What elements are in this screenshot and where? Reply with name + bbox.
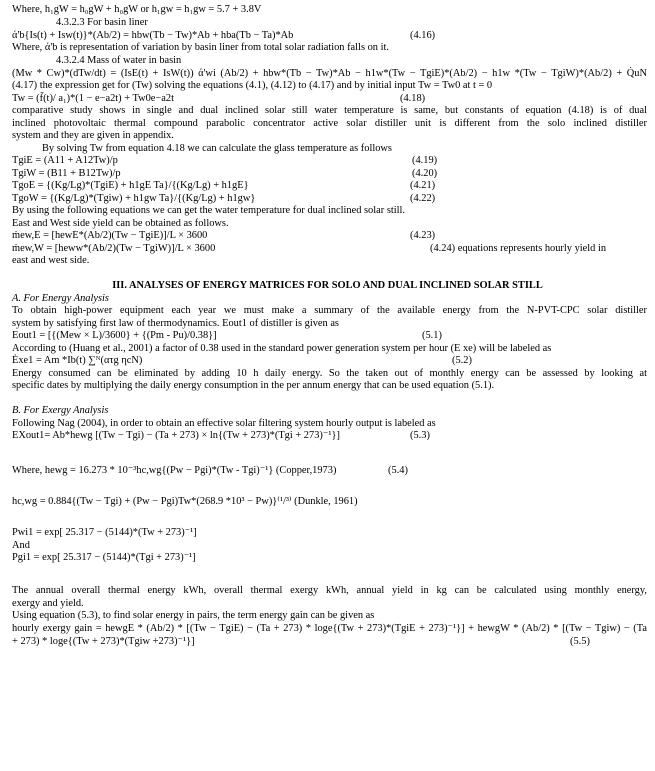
text-line bbox=[12, 355, 647, 367]
text-line bbox=[12, 68, 647, 80]
line-text: Using equation (5.3), to find solar energy in pairs, the term energy gain can be given as bbox=[12, 610, 375, 621]
line-text: hc,wg = 0.884{(Tw − Tgi) + (Pw − Pgi)Tw*(268.9 *10³ − Pw)}⁽¹/³⁾ (Dunkle, 1961) bbox=[12, 496, 358, 507]
line-text: Eout1 = [{(Mew × L)/3600} + {(Pm - Pu)/0.38}] bbox=[12, 330, 217, 341]
text-line bbox=[12, 540, 647, 552]
text-line bbox=[12, 42, 647, 54]
text-line bbox=[12, 93, 647, 105]
text-line bbox=[12, 465, 647, 477]
text-line bbox=[12, 118, 647, 130]
text-line bbox=[12, 343, 647, 355]
line-text: A. For Energy Analysis bbox=[12, 293, 109, 304]
equation-number: (4.21) bbox=[410, 180, 436, 191]
equation-number: (5.5) bbox=[570, 636, 590, 647]
line-text: inclined photovoltaic thermal compound parabolic concentrator active solar distiller unit is different from the solo inclined distiller bbox=[12, 118, 647, 129]
text-line bbox=[12, 610, 647, 622]
equation-number: (5.1) bbox=[422, 330, 442, 341]
line-text: ά'b{Is(t) + Isw(t)}*(Ab/2) = hbw(Tb − Tw)*Ab + hba(Tb − Ta)*Ab bbox=[12, 30, 294, 41]
text-line bbox=[56, 55, 647, 67]
text-line bbox=[12, 368, 647, 380]
text-line bbox=[12, 255, 647, 267]
line-text: (Mw * Cw)*(dTw/dt) = (IsE(t) + IsW(t)) ά'wi (Ab/2) + hbw*(Tb − Tw)*Ab − h1w*(Tw − TgiE)*(Ab/2) − h1w *(Tw − TgiW)*(Ab/2) + Q̇uN bbox=[12, 68, 647, 79]
equation-number: (4.24) equations represents hourly yield in bbox=[430, 243, 607, 254]
line-text: Pwi1 = exp[ 25.317 − (5144)*(Tw + 273)⁻¹] bbox=[12, 527, 197, 538]
equation-number: (5.4) bbox=[388, 465, 408, 476]
text-line bbox=[12, 230, 647, 242]
text-line bbox=[12, 155, 647, 167]
text-line bbox=[12, 130, 647, 142]
section-heading: III. ANALYSES OF ENERGY MATRICES FOR SOLO AND DUAL INCLINED SOLAR STILL bbox=[112, 280, 543, 291]
line-text: Ėxe1 = Am *Ib(t) ∑ᴺ(ατg ηcN) bbox=[12, 355, 143, 366]
line-text: Where, hewg = 16.273 * 10⁻³hc,wg{(Pw − Pgi)*(Tw - Tgi)⁻¹} (Copper,1973) bbox=[12, 465, 337, 476]
line-text: 4.3.2.4 Mass of water in basin bbox=[56, 55, 182, 66]
line-text: B. For Exergy Analysis bbox=[12, 405, 109, 416]
line-text: EXout1= Ab*hewg [(Tw − Tgi) − (Ta + 273) × ln{(Tw + 273)*(Tgi + 273)⁻¹}] bbox=[12, 430, 340, 441]
line-text: By using the following equations we can get the water temperature for dual inclined solar still. bbox=[12, 205, 406, 216]
line-text: TgoE = {(Kg/Lg)*(TgiE) + h1gE Ta}/{(Kg/Lg) + h1gE} bbox=[12, 180, 249, 191]
text-line bbox=[12, 330, 647, 342]
equation-number: (4.20) bbox=[412, 168, 438, 179]
line-text: specific dates by multiplying the daily energy consumption in the per annum energy that can be used equation (5.1). bbox=[12, 380, 495, 391]
text-line bbox=[12, 496, 647, 508]
line-text: East and West side yield can be obtained as follows. bbox=[12, 218, 229, 229]
text-line bbox=[12, 623, 647, 635]
text-line bbox=[12, 293, 647, 305]
equation-number: (5.2) bbox=[452, 355, 472, 366]
equation-number: (4.23) bbox=[410, 230, 436, 241]
text-line bbox=[12, 527, 647, 539]
line-text: 4.3.2.3 For basin liner bbox=[56, 17, 148, 28]
equation-number: (4.19) bbox=[412, 155, 438, 166]
line-text: To obtain high-power equipment each year we must make a summary of the available energy from the N-PVT-CPC solar distiller bbox=[12, 305, 647, 316]
line-text: comparative study shows in single and dual inclined solar still water temperature is same, but constants of equation (4.18) is of dual bbox=[12, 105, 647, 116]
equation-number: (4.18) bbox=[400, 93, 426, 104]
text-line bbox=[12, 430, 647, 442]
line-text: (4.17) the expression get for (Tw) solving the equations (4.1), (4.12) to (4.17) and by initial input Tw = Tw0 at t = 0 bbox=[12, 80, 493, 91]
line-text: Where, h₁gW = h₀gW + h₀gW or h₁gw = h₁gw = 5.7 + 3.8V bbox=[12, 4, 262, 15]
line-text: The annual overall thermal energy kWh, overall thermal exergy kWh, annual yield in kg can be calculated using monthly energy, bbox=[12, 585, 647, 596]
text-line bbox=[12, 4, 647, 16]
line-text: And bbox=[12, 540, 30, 551]
line-text: system and they are given in appendix. bbox=[12, 130, 174, 141]
text-line bbox=[12, 105, 647, 117]
line-text: TgiE = (A11 + A12Tw)/p bbox=[12, 155, 118, 166]
line-text: TgiW = (B11 + B12Tw)/p bbox=[12, 168, 121, 179]
text-line bbox=[12, 636, 647, 648]
text-line bbox=[12, 418, 647, 430]
text-line bbox=[12, 205, 647, 217]
text-line bbox=[12, 193, 647, 205]
equation-number: (4.22) bbox=[410, 193, 436, 204]
text-line bbox=[12, 218, 647, 230]
text-line bbox=[12, 585, 647, 597]
line-text: Energy consumed can be eliminated by adding 10 h daily energy. So the taken out of monthly energy can be assessed by looking at bbox=[12, 368, 647, 379]
text-line bbox=[12, 598, 647, 610]
line-text: east and west side. bbox=[12, 255, 90, 266]
text-line bbox=[12, 318, 647, 330]
text-line bbox=[12, 168, 647, 180]
text-line bbox=[12, 30, 647, 42]
line-text: ṁew,W = [heww*(Ab/2)(Tw − TgiW)]/L × 3600 bbox=[12, 243, 216, 254]
line-text: hourly exergy gain = hewgE * (Ab/2) * [(Tw − TgiE) − (Ta + 273) * loge{(Tw + 273)*(TgiE + 273)⁻¹}] + hewgW * (Ab/2) * [(Tw − Tgiw) − (Ta bbox=[12, 623, 647, 634]
text-line bbox=[56, 17, 647, 29]
text-line bbox=[12, 305, 647, 317]
text-line bbox=[12, 405, 647, 417]
text-line bbox=[42, 143, 647, 155]
line-text: According to (Huang et al., 2001) a factor of 0.38 used in the standard power generation system per hour (E xe) will be labeled as bbox=[12, 343, 552, 354]
line-text: Where, ά'b is representation of variation by basin liner from total solar radiation falls on it. bbox=[12, 42, 389, 53]
line-text: Tw = (f̄(t)/ a₁)*(1 − e−a2t) + Tw0e−a2t bbox=[12, 93, 174, 104]
equation-number: (4.16) bbox=[410, 30, 436, 41]
line-text: TgoW = {(Kg/Lg)*(Tgiw) + h1gw Ta}/{(Kg/Lg) + h1gw} bbox=[12, 193, 256, 204]
text-line bbox=[12, 180, 647, 192]
text-line bbox=[12, 243, 647, 255]
text-line bbox=[12, 552, 647, 564]
line-text: Pgi1 = exp[ 25.317 − (5144)*(Tgi + 273)⁻¹] bbox=[12, 552, 196, 563]
text-line bbox=[12, 380, 647, 392]
line-text: ṁew,E = [hewE*(Ab/2)(Tw − TgiE)]/L × 3600 bbox=[12, 230, 208, 241]
line-text: By solving Tw from equation 4.18 we can calculate the glass temperature as follows bbox=[42, 143, 392, 154]
equation-number: (5.3) bbox=[410, 430, 430, 441]
line-text: exergy and yield. bbox=[12, 598, 84, 609]
text-line bbox=[12, 80, 647, 92]
line-text: system by satisfying first law of thermodynamics. Eout1 of distiller is given as bbox=[12, 318, 339, 329]
line-text: + 273) * loge{(Tw + 273)*(Tgiw +273)⁻¹}] bbox=[12, 636, 195, 647]
line-text: Following Nag (2004), in order to obtain an effective solar filtering system hourly output is labeled as bbox=[12, 418, 436, 429]
